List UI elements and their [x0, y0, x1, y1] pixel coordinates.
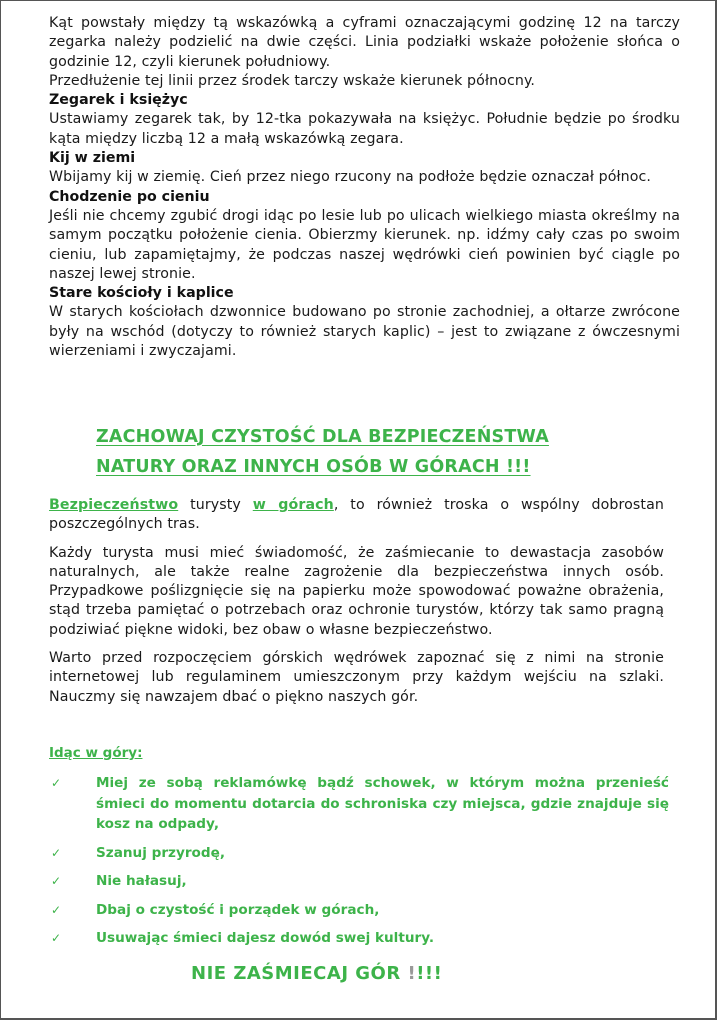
checklist-heading: Idąc w góry:: [49, 745, 143, 761]
link-w-gorach[interactable]: w górach: [252, 497, 334, 513]
section-safety: [49, 496, 664, 716]
banner-line-1: ZACHOWAJ CZYSTOŚĆ DLA BEZPIECZEŃSTWA: [96, 427, 549, 447]
intro-text-1: turysty: [178, 497, 253, 513]
heading-churches: Stare kościoły i kaplice: [49, 285, 234, 302]
intro-text-2: , to również troska o wspólny dobrostan poszczególnych tras.: [49, 497, 664, 533]
heading-clock-moon: Zegarek i księżyc: [49, 92, 188, 109]
list-item-text: Miej ze sobą reklamówkę bądź schowek, w którym można przenieść śmieci do momentu dotarcia do schroniska czy miejsca, gdzie znajduje się kosz na odpady,: [96, 775, 669, 832]
list-item: [49, 843, 669, 864]
paragraph-awareness: Każdy turysta musi mieć świadomość, że zaśmiecanie to dewastacja zasobów naturalnych, ale także realne zagrożenie dla bezpieczeństwa innych osób. Przypadkowe poślizgnięcie się na papierku może spowodować poważne obrażenia, stąd trzeba pamiętać o potrzebach oraz ochronie turystów, którzy tak samo pragną podziwiać piękne widoki, bez obaw o własne bezpieczeństwo.: [49, 544, 664, 638]
check-icon: ✓: [51, 776, 62, 790]
paragraph-clock-sun: Kąt powstały między tą wskazówką a cyframi oznaczającymi godzinę 12 na tarczy zegarka należy podzielić na dwie części. Linia podziałki wskaże położenie słońca o godzinie 12, czyli kierunek południowy.: [49, 15, 680, 70]
list-item-text: Szanuj przyrodę,: [96, 844, 225, 861]
banner-heading: [96, 422, 636, 482]
list-item: [49, 928, 669, 949]
check-icon: ✓: [51, 874, 62, 888]
list-item-text: Usuwając śmieci dajesz dowód swej kultury.: [96, 930, 434, 946]
check-icon: ✓: [51, 931, 62, 945]
paragraph-intro: [49, 496, 664, 535]
list-item: [49, 773, 669, 835]
footer-slogan: [191, 963, 442, 984]
checklist: [49, 773, 669, 957]
list-item-text: Dbaj o czystość i porządek w górach,: [96, 901, 380, 918]
heading-stick: Kij w ziemi: [49, 150, 136, 167]
footer-exclaim-green: !!!: [416, 963, 443, 984]
paragraph-clock-moon: Ustawiamy zegarek tak, by 12-tka pokazywała na księżyc. Południe będzie po środku kąta między liczbą 12 a małą wskazówką zegara.: [49, 111, 680, 147]
heading-shadow: Chodzenie po cieniu: [49, 188, 210, 205]
paragraph-shadow: Jeśli nie chcemy zgubić drogi idąc po lesie lub po ulicach wielkiego miasta określmy na samym początku położenie cienia. Obierzmy kierunek. np. idźmy cały czas po swoim cieniu, lub zapamiętajmy, że podczas naszej wędrówki cień powinien być ciągle po naszej lewej stronie.: [49, 207, 680, 282]
paragraph-stick: Wbijamy kij w ziemię. Cień przez niego rzucony na podłoże będzie oznaczał północ.: [49, 169, 651, 186]
check-icon: ✓: [51, 902, 62, 917]
list-item-text: Nie hałasuj,: [96, 873, 187, 889]
paragraph-churches: W starych kościołach dzwonnice budowano po stronie zachodniej, a ołtarze zwrócone były na wschód (dotyczy to również starych kaplic) – jest to związane z ówczesnymi wierzeniami i zwyczajami.: [49, 304, 680, 360]
check-icon: ✓: [51, 845, 62, 860]
list-item: [49, 900, 669, 921]
list-item: [49, 871, 669, 892]
paragraph-regulations: Warto przed rozpoczęciem górskich wędrówek zapoznać się z nimi na stronie internetowej lub regulaminem umieszczonym przy każdym wejściu na szlaki. Nauczmy się nawzajem dbać o piękno naszych gór.: [49, 650, 664, 705]
section-orientation: [49, 14, 680, 361]
paragraph-clock-sun-north: Przedłużenie tej linii przez środek tarczy wskaże kierunek północny.: [49, 72, 536, 89]
banner-line-2: NATURY ORAZ INNYCH OSÓB W GÓRACH !!!: [96, 457, 531, 477]
link-bezpieczenstwo[interactable]: Bezpieczeństwo: [49, 497, 179, 513]
footer-text: NIE ZAŚMIECAJ GÓR: [191, 963, 408, 984]
footer-exclaim-gray: !: [407, 963, 417, 984]
